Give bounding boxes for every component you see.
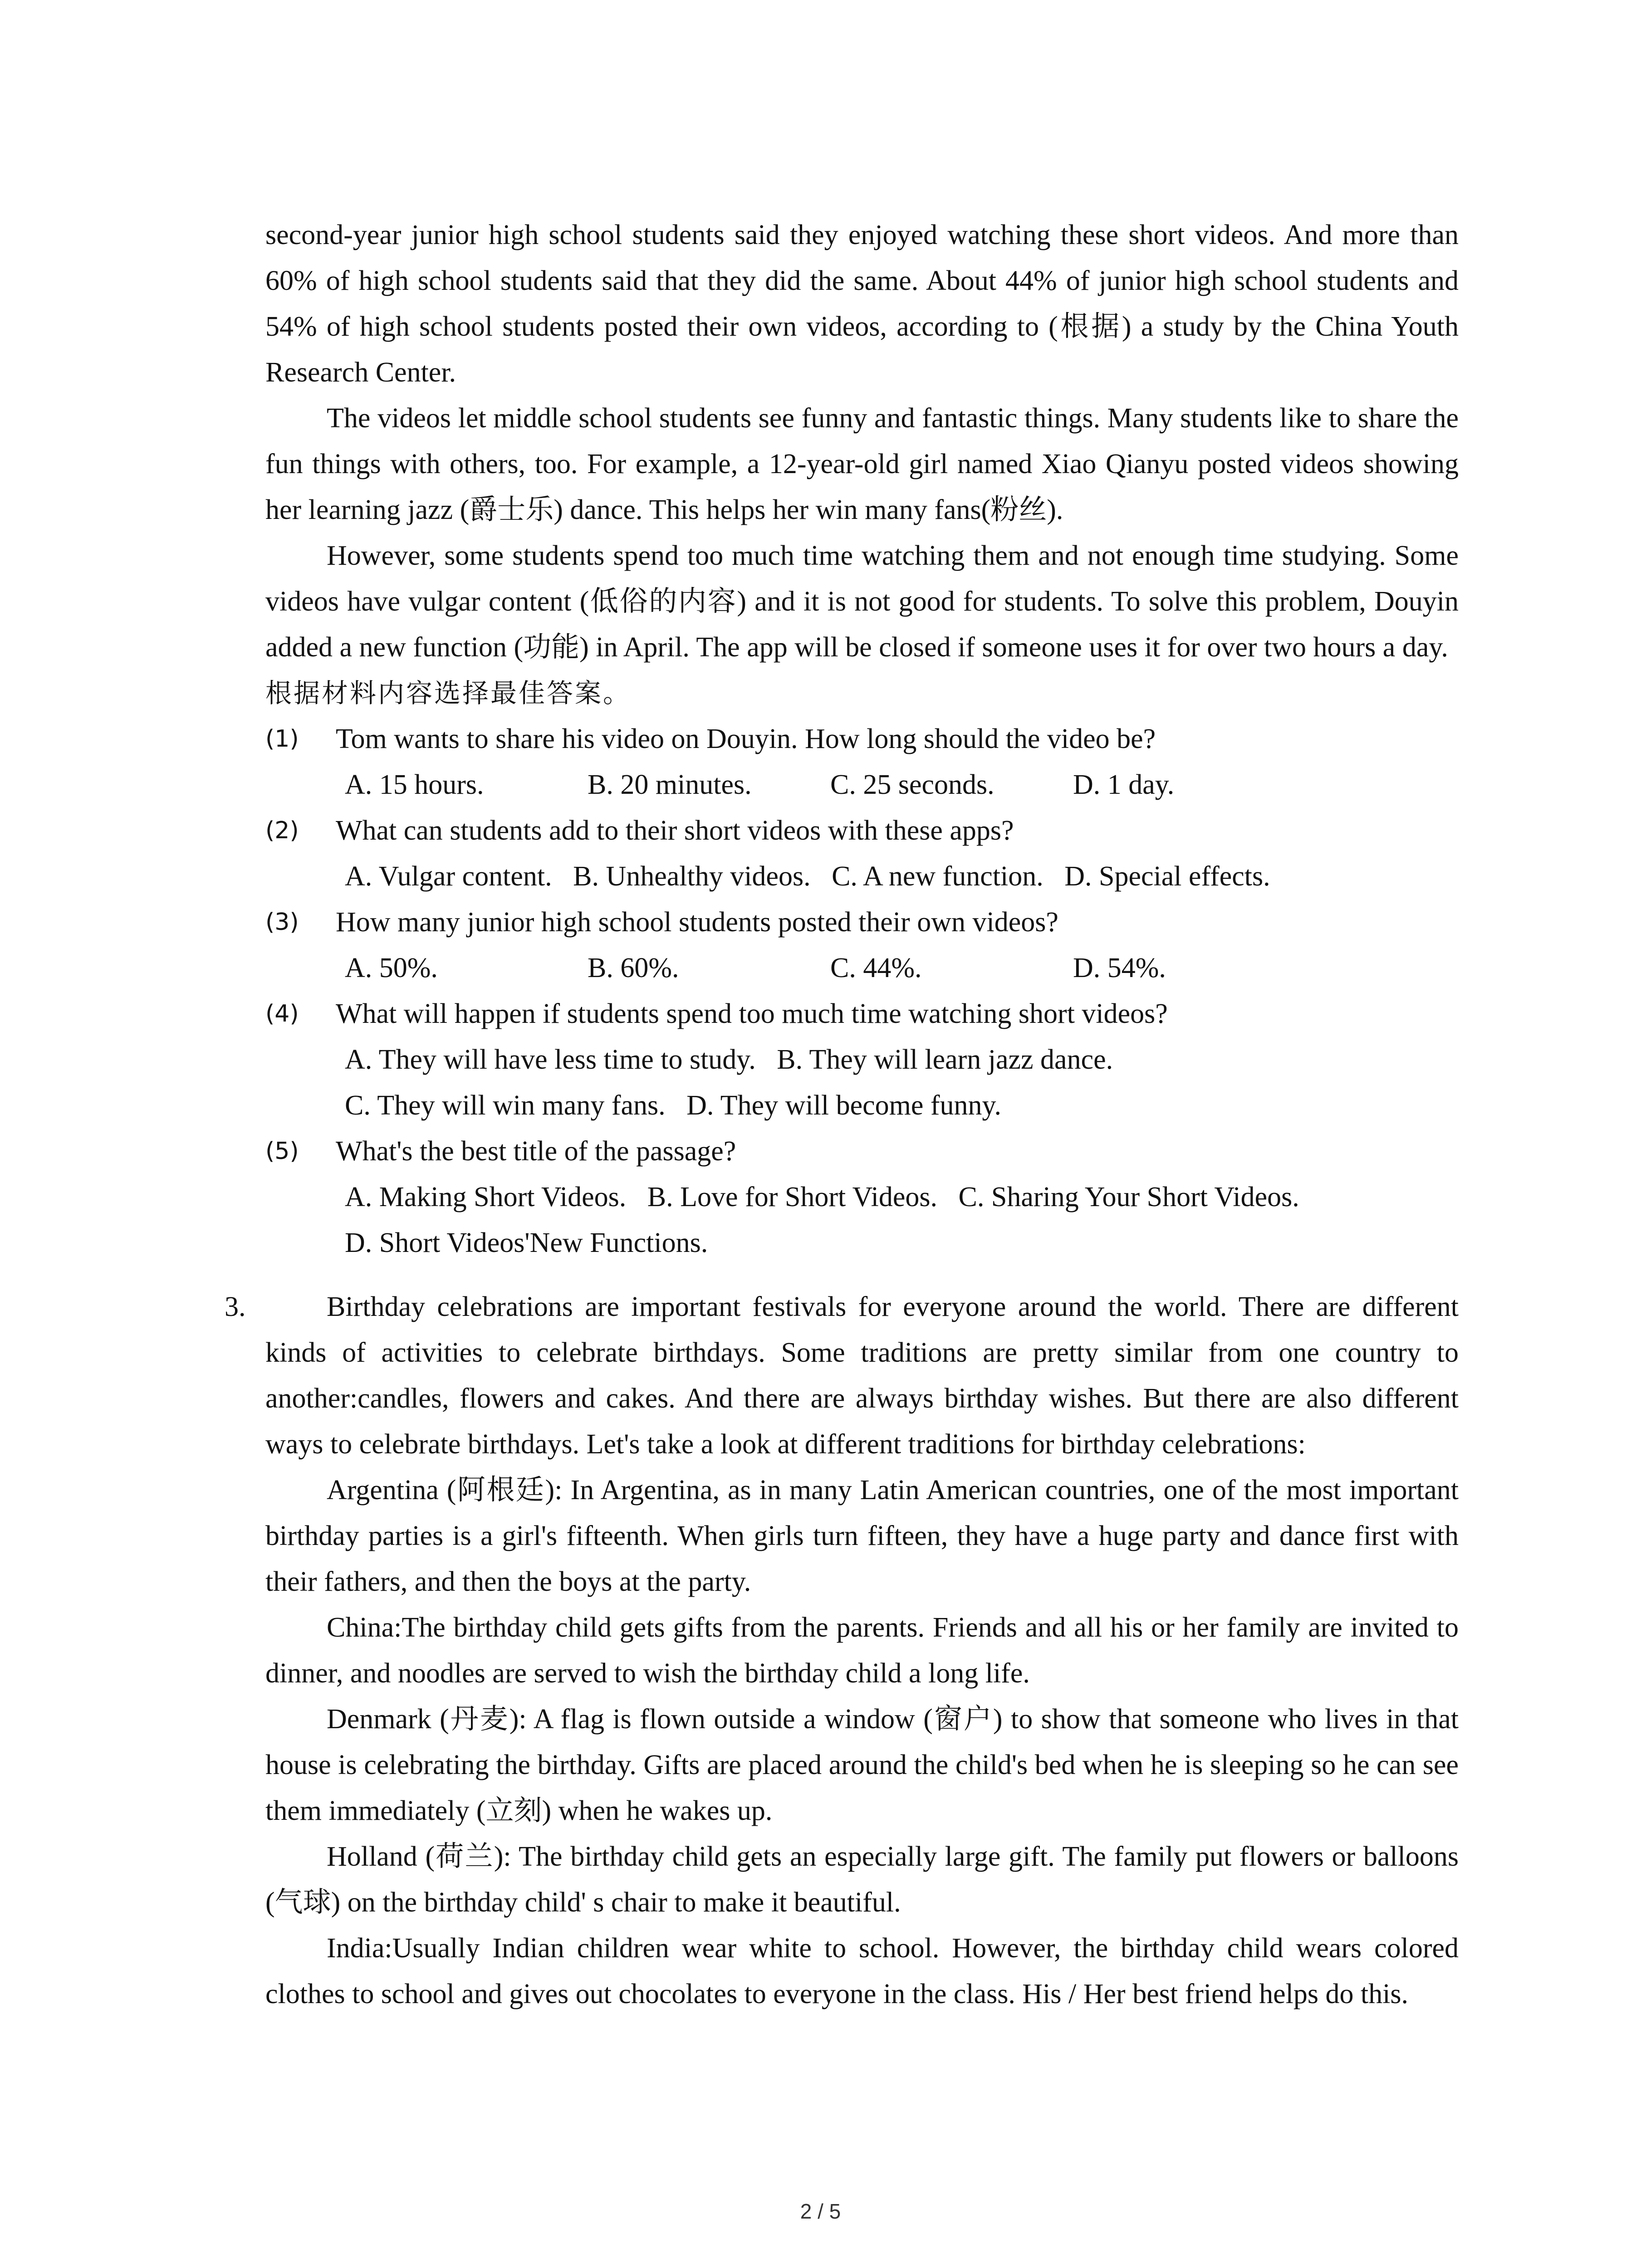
question-text: What's the best title of the passage? — [336, 1136, 736, 1167]
question-text: What will happen if students spend too much time watching short videos? — [336, 998, 1168, 1029]
page-content — [225, 212, 1459, 2017]
option-a[interactable]: A. 15 hours. — [345, 769, 484, 800]
passage-number: 3. — [225, 1291, 246, 1322]
passage-3 — [225, 1284, 1459, 2017]
passage3-para3: China:The birthday child gets gifts from the parents. Friends and all his or her family are invited to dinner, and noodles are served to wish the birthday child a long life. — [265, 1612, 1459, 1689]
question-text: How many junior high school students posted their own videos? — [336, 907, 1058, 938]
question-2 — [265, 808, 1459, 854]
question-4-options-line1: A. They will have less time to study. B. They will learn jazz dance. — [345, 1044, 1113, 1075]
passage2-para3: However, some students spend too much time watching them and not enough time studying. Some videos have vulgar content (低俗的内容) and it is not good for students. To solve this problem, Douyin added a new function (功能) in April. The app will be closed if someone uses it for over two hours a day. — [265, 540, 1459, 663]
passage3-para2: Argentina (阿根廷): In Argentina, as in many Latin American countries, one of the most important birthday parties is a girl's fifteenth. When girls turn fifteen, they have a huge party and dance first with their fathers, and then the boys at the party. — [265, 1475, 1459, 1597]
option-d[interactable]: D. 54%. — [1073, 953, 1166, 983]
question-text: Tom wants to share his video on Douyin. How long should the video be? — [336, 723, 1156, 754]
question-number: (3) — [265, 909, 299, 936]
option-a[interactable]: A. 50%. — [345, 953, 438, 983]
passage2-para1: second-year junior high school students said they enjoyed watching these short videos. And more than 60% of high school students said that they did the same. About 44% of junior high school students and 54% of high school students posted their own videos, according to (根据) a study by the China Youth Research Center. — [265, 220, 1459, 388]
question-3-options — [265, 945, 1459, 991]
question-2-options: A. Vulgar content. B. Unhealthy videos. C. A new function. D. Special effects. — [345, 861, 1270, 892]
question-5-options-line1: A. Making Short Videos. B. Love for Short Videos. C. Sharing Your Short Videos. — [345, 1182, 1299, 1212]
passage3-para4: Denmark (丹麦): A flag is flown outside a window (窗户) to show that someone who lives in that house is celebrating the birthday. Gifts are placed around the child's bed when he is sleeping so he can see them immediately (立刻) when he wakes up. — [265, 1704, 1459, 1826]
option-c[interactable]: C. 25 seconds. — [830, 769, 994, 800]
instruction: 根据材料内容选择最佳答案。 — [265, 678, 632, 709]
passage2-para2: The videos let middle school students see funny and fantastic things. Many students like to share the fun things with others, too. For example, a 12-year-old girl named Xiao Qianyu posted videos showing her learning jazz (爵士乐) dance. This helps her win many fans(粉丝). — [265, 403, 1459, 525]
question-1-options — [265, 762, 1459, 808]
option-b[interactable]: B. 20 minutes. — [588, 769, 752, 800]
option-d[interactable]: D. 1 day. — [1073, 769, 1175, 800]
question-text: What can students add to their short videos with these apps? — [336, 815, 1014, 846]
question-number: (4) — [265, 1000, 299, 1027]
question-4 — [265, 991, 1459, 1037]
option-c[interactable]: C. 44%. — [830, 953, 922, 983]
question-5 — [265, 1129, 1459, 1174]
passage3-para1: Birthday celebrations are important festivals for everyone around the world. There are different kinds of activities to celebrate birthdays. Some traditions are pretty similar from one country to another:candles, flowers and cakes. And there are always birthday wishes. But there are also different ways to celebrate birthdays. Let's take a look at different traditions for birthday celebrations: — [265, 1291, 1459, 1460]
option-b[interactable]: B. 60%. — [588, 953, 679, 983]
question-number: (1) — [265, 725, 299, 753]
question-3 — [265, 899, 1459, 945]
question-number: (5) — [265, 1138, 299, 1165]
question-4-options-line2: C. They will win many fans. D. They will become funny. — [345, 1090, 1002, 1121]
page-number: 2 / 5 — [800, 2200, 841, 2223]
question-1 — [265, 716, 1459, 762]
passage3-para5: Holland (荷兰): The birthday child gets an especially large gift. The family put flowers or balloons (气球) on the birthday child' s chair to make it beautiful. — [265, 1841, 1459, 1918]
question-5-options-line2: D. Short Videos'New Functions. — [345, 1227, 708, 1258]
question-number: (2) — [265, 817, 299, 844]
passage3-para6: India:Usually Indian children wear white to school. However, the birthday child wears colored clothes to school and gives out chocolates to everyone in the class. His / Her best friend helps do this. — [265, 1933, 1459, 2009]
